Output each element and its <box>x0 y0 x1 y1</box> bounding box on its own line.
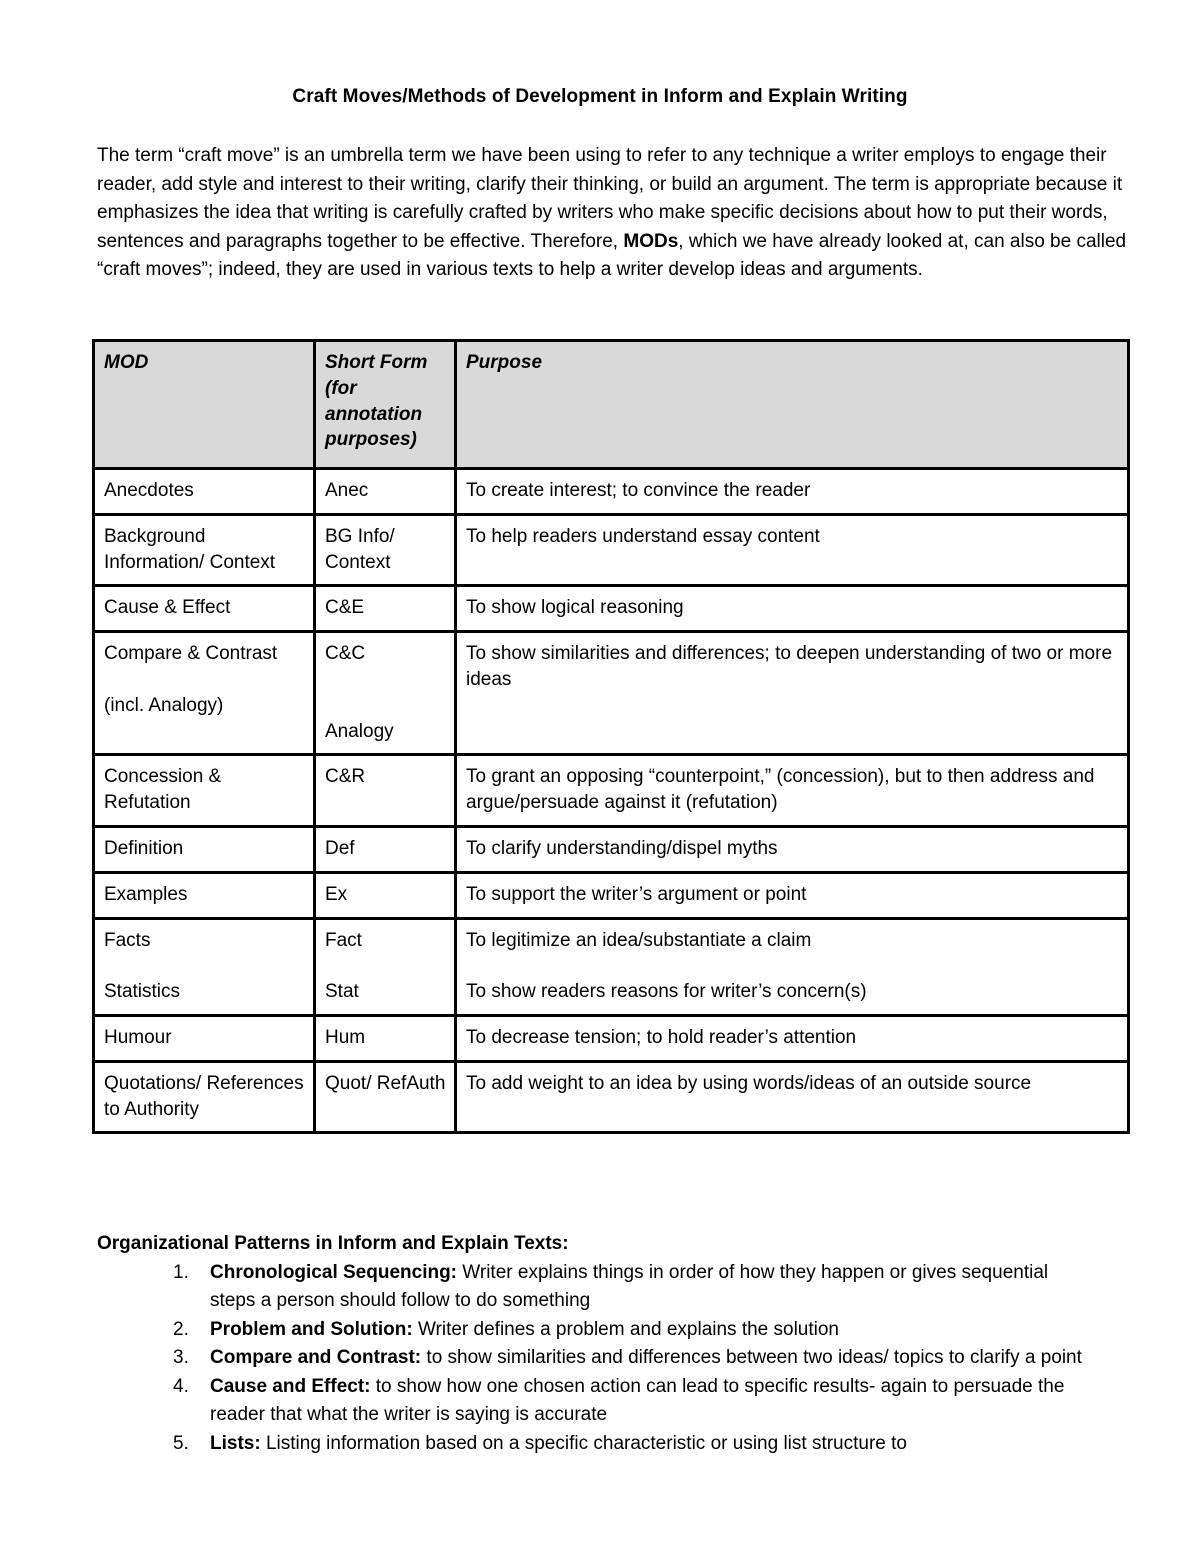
cell-short-line: Fact <box>325 929 362 951</box>
table-row <box>94 514 1129 586</box>
list-term: Compare and Contrast: <box>210 1347 422 1368</box>
table-row <box>94 755 1129 827</box>
list-number: 2. <box>173 1318 189 1340</box>
cell-purpose-line: To legitimize an idea/substantiate a claim <box>466 929 812 951</box>
table-row <box>94 1061 1129 1133</box>
table-row <box>94 872 1129 918</box>
cell-short-line-2: Stat <box>325 981 359 1003</box>
cell-short-line: C&C <box>325 643 366 665</box>
list-text: to show how one chosen action can lead to specific results- again to persuade the reader that what the writer is saying is accurate <box>210 1375 1065 1425</box>
list-item <box>97 1344 1097 1373</box>
cell-short: BG Info/ Context <box>315 514 456 586</box>
cell-short: Ex <box>315 872 456 918</box>
list-term: Problem and Solution: <box>210 1318 413 1340</box>
cell-mod: Quotations/ References to Authority <box>94 1061 315 1133</box>
patterns-list <box>97 1259 1097 1459</box>
cell-mod: Examples <box>94 872 315 918</box>
list-number: 1. <box>173 1261 189 1283</box>
intro-text-start: The term “craft move” is an umbrella term we have been using to refer to any technique a writer employs to engage their reader, add style and interest to their writing, clarify their thinking, or build an argument. The term is appropriate because it emphasizes the idea that writing is carefully crafted by writers who make specific decisions about how to put their words, sentences and paragraphs together to be effective. Therefore, <box>97 145 1123 252</box>
table-row <box>94 586 1129 632</box>
cell-mod-line-2: Statistics <box>104 981 181 1003</box>
cell-mod: Definition <box>94 826 315 872</box>
list-item <box>97 1373 1097 1430</box>
cell-purpose-line-2: To show readers reasons for writer’s concern(s) <box>466 981 867 1003</box>
table-row <box>94 632 1129 755</box>
cell-mod-line: Facts <box>104 929 151 951</box>
cell-mod <box>94 632 315 755</box>
cell-purpose: To grant an opposing “counterpoint,” (concession), but to then address and argue/persuade against it (refutation) <box>456 755 1129 827</box>
cell-purpose: To decrease tension; to hold reader’s attention <box>456 1015 1129 1061</box>
list-item <box>97 1430 1097 1459</box>
cell-short: Def <box>315 826 456 872</box>
cell-short <box>315 632 456 755</box>
cell-mod-line: Compare & Contrast <box>104 643 278 665</box>
list-term: Chronological Sequencing: <box>210 1261 458 1283</box>
list-text: to show similarities and differences between two ideas/ topics to clarify a point <box>421 1347 1082 1368</box>
cell-mod: Background Information/ Context <box>94 514 315 586</box>
list-term: Cause and Effect: <box>210 1375 371 1397</box>
cell-mod: Concession & Refutation <box>94 755 315 827</box>
cell-purpose: To clarify understanding/dispel myths <box>456 826 1129 872</box>
cell-purpose: To show logical reasoning <box>456 586 1129 632</box>
mod-table <box>92 339 1130 1134</box>
list-text: Listing information based on a specific characteristic or using list structure to <box>260 1432 907 1454</box>
cell-short: C&R <box>315 755 456 827</box>
list-text: Writer explains things in order of how they happen or gives sequential steps a person should follow to do something <box>210 1261 1049 1311</box>
cell-short: C&E <box>315 586 456 632</box>
header-mod: MOD <box>94 341 315 469</box>
cell-purpose: To help readers understand essay content <box>456 514 1129 586</box>
cell-mod <box>94 918 315 1015</box>
cell-short: Hum <box>315 1015 456 1061</box>
cell-purpose: To show similarities and differences; to deepen understanding of two or more ideas <box>456 632 1129 755</box>
cell-purpose <box>456 918 1129 1015</box>
cell-mod-note: (incl. Analogy) <box>104 694 224 716</box>
cell-short-note: Analogy <box>325 720 394 742</box>
cell-short <box>315 918 456 1015</box>
intro-paragraph <box>97 142 1127 285</box>
list-number: 4. <box>173 1375 189 1397</box>
table-header-row <box>94 341 1129 469</box>
cell-purpose: To create interest; to convince the reader <box>456 469 1129 515</box>
cell-short: Anec <box>315 469 456 515</box>
intro-bold-mods: MODs <box>623 230 679 252</box>
cell-purpose: To support the writer’s argument or point <box>456 872 1129 918</box>
list-item <box>97 1316 1097 1345</box>
cell-mod: Anecdotes <box>94 469 315 515</box>
list-number: 5. <box>173 1432 189 1454</box>
header-purpose: Purpose <box>456 341 1129 469</box>
list-term: Lists: <box>210 1432 261 1454</box>
intro-text-end: , which we have already looked at, can also be called “craft moves”; indeed, they are used in various texts to help a writer develop ideas and arguments. <box>97 230 1127 281</box>
cell-short: Quot/ RefAuth <box>315 1061 456 1133</box>
table-row <box>94 826 1129 872</box>
table-row <box>94 469 1129 515</box>
organizational-patterns <box>97 1230 1097 1458</box>
table-row <box>94 918 1129 1015</box>
list-number: 3. <box>173 1347 189 1368</box>
header-short-form: Short Form (for annotation purposes) <box>315 341 456 469</box>
page-title: Craft Moves/Methods of Development in Inform and Explain Writing <box>292 86 908 107</box>
list-text: Writer defines a problem and explains the solution <box>412 1318 840 1340</box>
list-item <box>97 1259 1097 1316</box>
patterns-heading: Organizational Patterns in Inform and Explain Texts: <box>97 1233 569 1254</box>
cell-purpose: To add weight to an idea by using words/ideas of an outside source <box>456 1061 1129 1133</box>
table-row <box>94 1015 1129 1061</box>
cell-mod: Cause & Effect <box>94 586 315 632</box>
cell-mod: Humour <box>94 1015 315 1061</box>
